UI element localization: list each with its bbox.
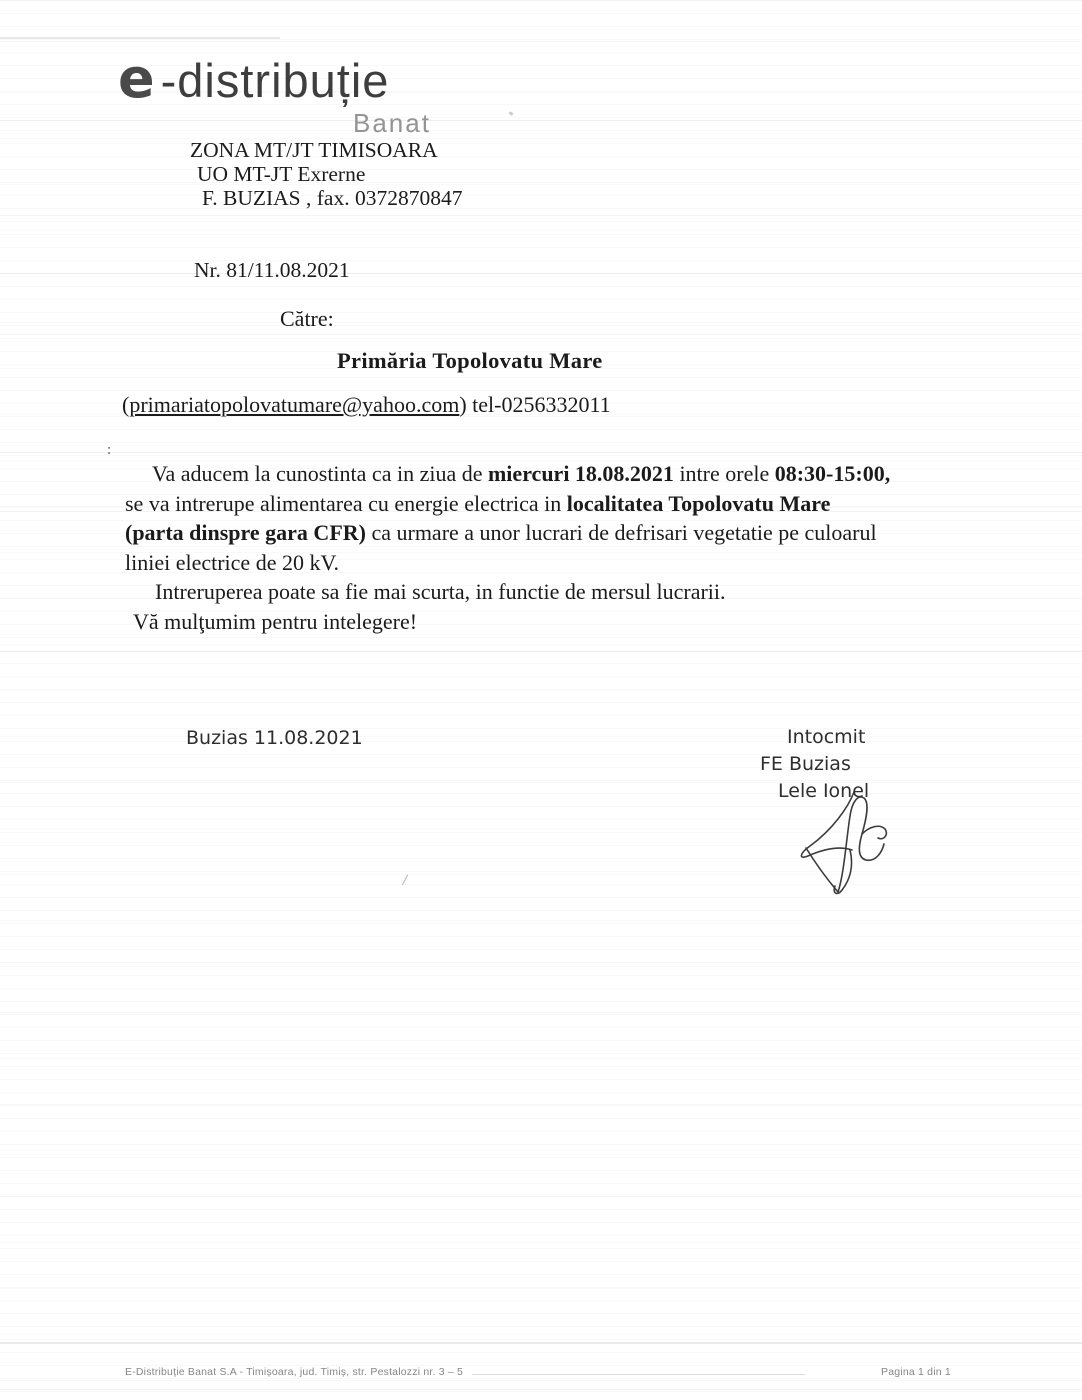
- recipient-name: Primăria Topolovatu Mare: [337, 348, 603, 373]
- footer-leader-line: [472, 1374, 805, 1375]
- body-line: Vă mulţumim pentru intelegere!: [133, 608, 418, 634]
- handwritten-signature: [788, 786, 906, 898]
- scan-line: [0, 1342, 1082, 1344]
- scan-line: [0, 273, 1082, 274]
- scan-line: [0, 1389, 1082, 1390]
- scan-line: [0, 41, 1082, 42]
- footer-page-indicator: Pagina 1 din 1: [881, 1366, 951, 1378]
- prepared-by-name: Lele Ionel: [778, 780, 870, 802]
- place-and-date: Buzias 11.08.2021: [186, 727, 363, 749]
- scan-line: [0, 215, 1082, 216]
- prepared-by-label: Intocmit: [787, 726, 866, 748]
- recipient-email: primariatopolovatumare@yahoo.com: [129, 392, 460, 417]
- scan-line: [0, 120, 1082, 121]
- reference-number: Nr. 81/11.08.2021: [194, 258, 350, 282]
- scan-line: [0, 452, 1082, 453]
- company-logo: [118, 47, 390, 110]
- scan-line: [0, 37, 280, 39]
- sender-zone-line: ZONA MT/JT TIMISOARA: [190, 138, 438, 162]
- body-line: Intreruperea poate sa fie mai scurta, in functie de mersul lucrarii.: [155, 579, 726, 605]
- logo-wordmark: -distribuție: [160, 54, 390, 107]
- footer-company-address: E-Distribuție Banat S.A - Timișoara, jud. Timiș, str. Pestalozzi nr. 3 – 5: [125, 1366, 464, 1378]
- letter-body: [125, 459, 1015, 637]
- logo-region-label: Banat: [353, 108, 431, 138]
- paren-open: (: [122, 392, 130, 417]
- scan-colon-artifact: :: [107, 442, 112, 458]
- prepared-by-unit: FE Buzias: [760, 753, 851, 775]
- body-line: liniei electrice de 20 kV.: [125, 549, 340, 575]
- recipient-salutation: Către:: [280, 306, 334, 331]
- scan-line: [0, 334, 1082, 335]
- sender-unit-line: UO MT-JT Exrerne: [197, 162, 366, 186]
- scan-dot-artifact: [509, 111, 514, 116]
- body-line: Va aducem la cunostinta ca in ziua de miercuri 18.08.2021 intre orele 08:30-15:00,: [152, 461, 891, 486]
- phone-suffix: ) tel-0256332011: [459, 392, 611, 417]
- body-line: (parta dinspre gara CFR) ca urmare a unor lucrari de defrisari vegetatie pe culoarul: [125, 520, 877, 546]
- sender-fax-line: F. BUZIAS , fax. 0372870847: [202, 186, 463, 210]
- body-line: se va intrerupe alimentarea cu energie electrica in localitatea Topolovatu Mare: [125, 490, 831, 516]
- enel-e-icon: e: [118, 47, 155, 110]
- scan-line: [0, 651, 1082, 652]
- scan-tick-artifact: [402, 874, 416, 889]
- recipient-contact-line: [122, 392, 611, 418]
